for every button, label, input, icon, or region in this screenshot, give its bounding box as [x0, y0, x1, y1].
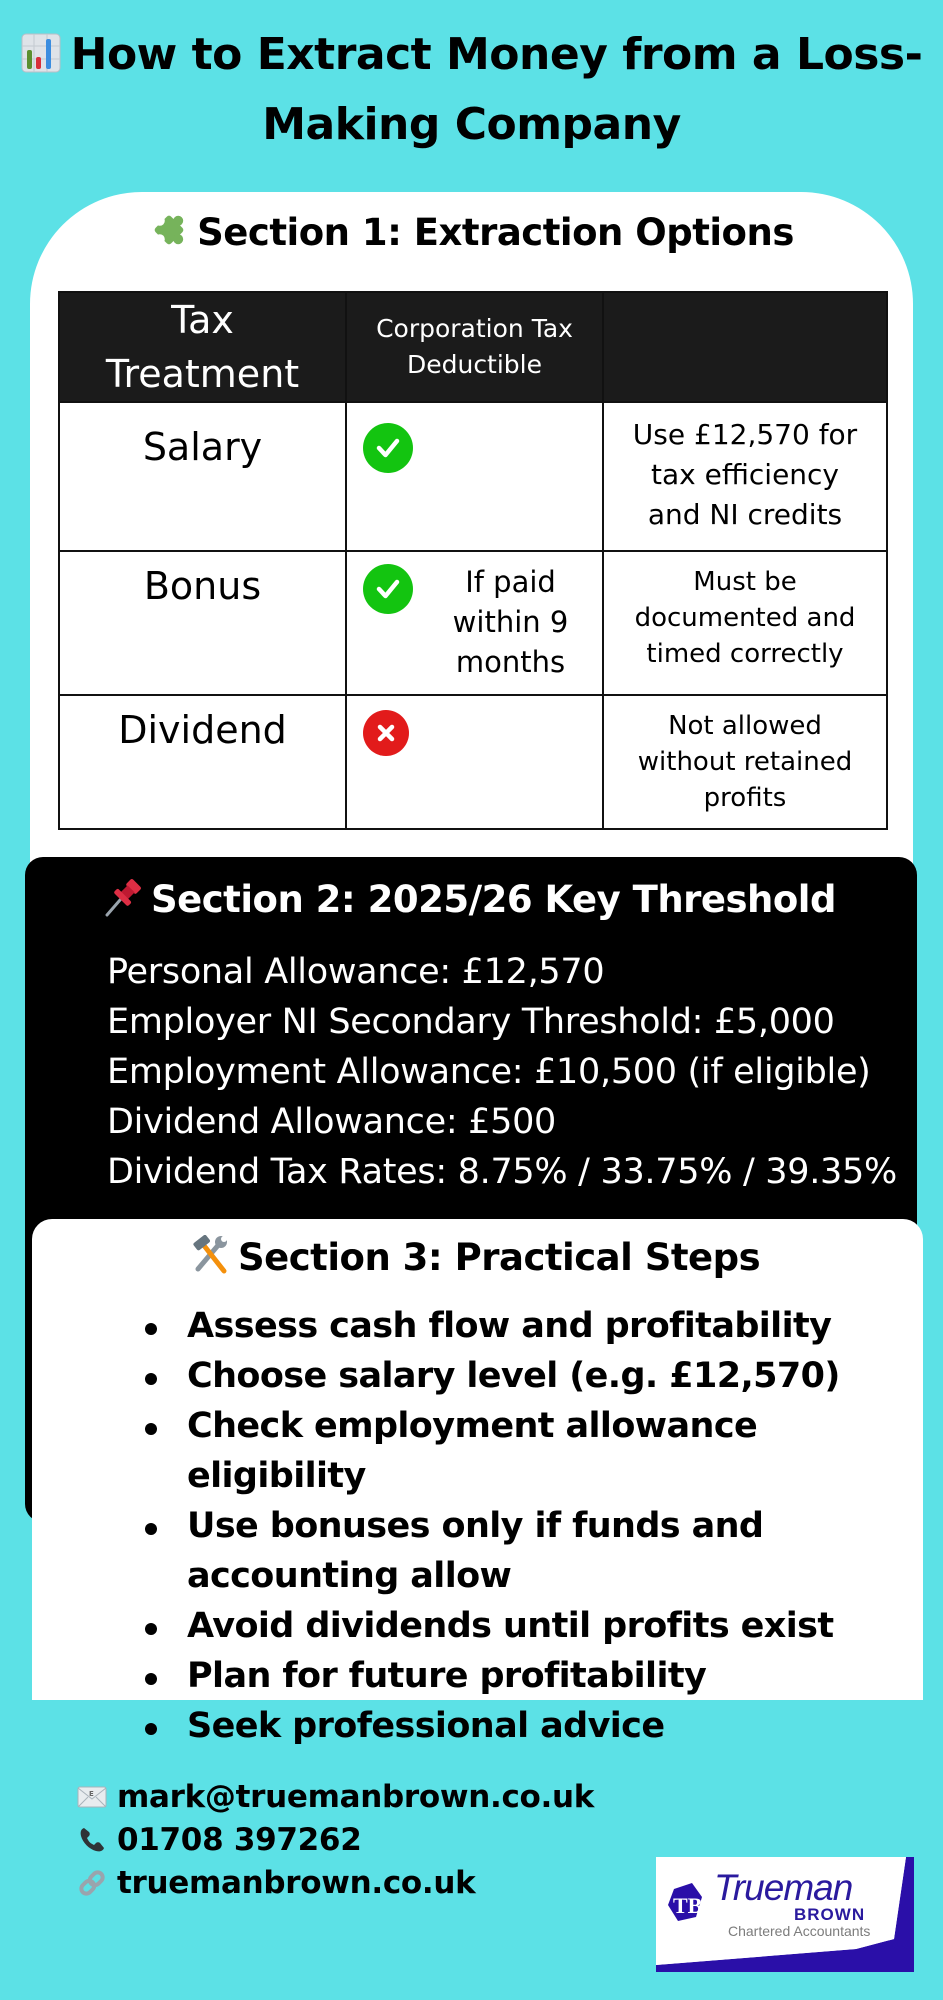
contact-email: [75, 1775, 594, 1818]
logo-tagline: Chartered Accountants: [728, 1923, 871, 1939]
link-icon: [75, 1868, 109, 1898]
hammer-wrench-icon: [190, 1235, 230, 1284]
contact-phone: [75, 1818, 594, 1861]
logo-brown: BROWN: [794, 1905, 866, 1924]
logo-trueman: Trueman: [714, 1867, 853, 1908]
title-line-2: Making Company: [262, 99, 681, 150]
deductible-cell: [346, 551, 603, 695]
svg-text:E: E: [89, 1789, 94, 1798]
phone-icon: [75, 1825, 109, 1855]
title-line-1: How to Extract Money from a Loss-: [70, 29, 923, 80]
section-practical-steps: [32, 1219, 923, 1746]
step-item: Plan for future profitability: [112, 1651, 912, 1701]
header-tax-treatment: Tax Treatment: [59, 292, 346, 402]
section-3-heading: Section 3: Practical Steps: [190, 1235, 760, 1284]
row-name: Bonus: [59, 551, 346, 695]
note-cell: Use £12,570 for tax efficiency and NI credits: [603, 402, 887, 551]
section-2-heading: Section 2: 2025/26 Key Threshold: [103, 877, 836, 926]
deductible-cell: [346, 695, 603, 829]
deductible-condition: If paid within 9 months: [452, 565, 569, 679]
website-link[interactable]: truemanbrown.co.uk: [117, 1864, 476, 1901]
envelope-icon: [75, 1782, 109, 1812]
step-item: Use bonuses only if funds and accounting allow: [112, 1501, 912, 1601]
header-notes: [603, 292, 887, 402]
table-row: [59, 551, 887, 695]
section-1-heading: Section 1: Extraction Options: [30, 210, 913, 259]
puzzle-piece-icon: [149, 210, 189, 259]
table-row: [59, 402, 887, 551]
extraction-options-table: [58, 291, 888, 830]
table-header-row: [59, 292, 887, 402]
threshold-item: Employment Allowance: £10,500 (if eligible): [107, 1052, 871, 1092]
threshold-item: Dividend Tax Rates: 8.75% / 33.75% / 39.35%: [107, 1152, 897, 1192]
email-link[interactable]: mark@truemanbrown.co.uk: [117, 1778, 595, 1815]
row-name: Salary: [59, 402, 346, 551]
thresholds-list: [107, 947, 897, 1197]
contact-info: [75, 1775, 594, 1904]
threshold-item: Dividend Allowance: £500: [107, 1102, 557, 1142]
note-cell: Not allowed without retained profits: [603, 695, 887, 829]
row-name: Dividend: [59, 695, 346, 829]
threshold-item: Employer NI Secondary Threshold: £5,000: [107, 1002, 835, 1042]
header-ct-deductible: Corporation Tax Deductible: [346, 292, 603, 402]
page-title: [20, 22, 923, 158]
table-row: [59, 695, 887, 829]
green-check-icon: [363, 423, 413, 473]
step-item: Seek professional advice: [112, 1701, 912, 1751]
phone-number[interactable]: 01708 397262: [117, 1821, 362, 1858]
threshold-item: Personal Allowance: £12,570: [107, 952, 605, 992]
step-item: Avoid dividends until profits exist: [112, 1601, 912, 1651]
svg-text:TB: TB: [673, 1893, 703, 1918]
steps-list: [112, 1301, 912, 1751]
green-check-icon: [363, 564, 413, 614]
red-cross-icon: [363, 710, 409, 756]
trueman-brown-logo: [656, 1857, 914, 1972]
deductible-cell: [346, 402, 603, 551]
section-extraction-options: [30, 192, 913, 867]
bar-chart-icon: [21, 26, 61, 92]
step-item: Assess cash flow and profitability: [112, 1301, 912, 1351]
note-cell: Must be documented and timed correctly: [603, 551, 887, 695]
step-item: Check employment allowance eligibility: [112, 1401, 912, 1501]
pushpin-icon: [103, 877, 143, 926]
step-item: Choose salary level (e.g. £12,570): [112, 1351, 912, 1401]
contact-website: [75, 1861, 594, 1904]
